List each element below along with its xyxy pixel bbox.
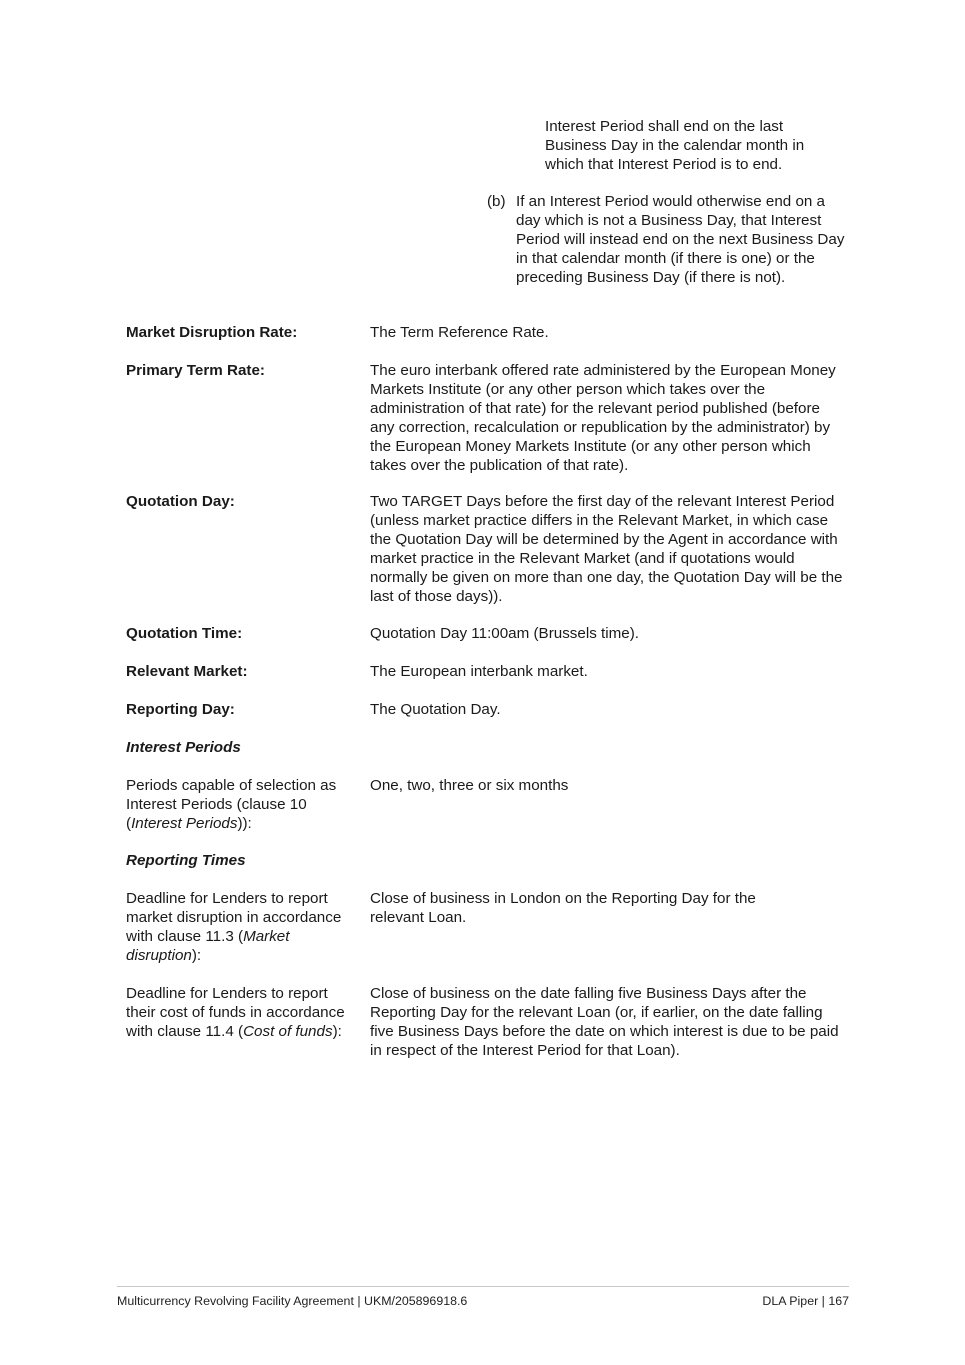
- definition-row-market-disruption-rate: [126, 324, 851, 343]
- definition-term: [126, 890, 358, 966]
- definition-row-cost-of-funds-deadline: [126, 985, 851, 1061]
- term-text: Deadline for Lenders to report market disruption in accordance with clause 11.3 (: [126, 890, 342, 945]
- definition-term: [126, 985, 358, 1061]
- definition-row-market-disruption-deadline: [126, 890, 851, 966]
- definition-term: Quotation Day:: [126, 493, 235, 510]
- section-heading-reporting-times: Reporting Times: [126, 852, 246, 869]
- footer-page-number: DLA Piper | 167: [762, 1294, 849, 1308]
- definition-row-quotation-time: [126, 625, 851, 644]
- definition-term: [126, 777, 362, 834]
- definition-text: The Quotation Day.: [370, 701, 501, 718]
- term-suffix: ):: [332, 1022, 342, 1040]
- footer-document-reference: Multicurrency Revolving Facility Agreement | UKM/205896918.6: [117, 1294, 468, 1308]
- term-suffix: )):: [237, 814, 252, 832]
- sub-clause-text: If an Interest Period would otherwise end on a day which is not a Business Day, that Interest Period will instead end on the next Business Day in that calendar month (if there is one) or the preceding Business Day (if there is not).: [516, 193, 845, 286]
- term-text: Periods capable of selection as Interest Periods (clause 10 (: [126, 777, 337, 832]
- definition-term: Relevant Market:: [126, 663, 248, 680]
- sub-clause-b: [487, 193, 847, 288]
- term-italic-text: Interest Periods: [131, 814, 238, 832]
- definition-text: The euro interbank offered rate administered by the European Money Markets Institute (or any other person which takes over the administration of that rate) for the relevant period published (before any correction, recalculation or republication by the administrator) by the European Money Markets Institute (or any other person which takes over the publication of that rate).: [370, 362, 836, 474]
- definition-row-quotation-day: [126, 493, 851, 606]
- definition-row-relevant-market: [126, 663, 851, 682]
- definition-text: Close of business in London on the Reporting Day for the relevant Loan.: [370, 890, 756, 926]
- definition-term: Market Disruption Rate:: [126, 324, 298, 341]
- definition-row-reporting-day: [126, 701, 851, 720]
- definition-term: Reporting Day:: [126, 701, 235, 718]
- definition-row-primary-term-rate: [126, 362, 851, 475]
- term-italic-text: Market disruption: [126, 927, 290, 964]
- section-heading-interest-periods: Interest Periods: [126, 739, 241, 756]
- continuation-paragraph: [545, 118, 845, 175]
- definition-text: Close of business on the date falling five Business Days after the Reporting Day for the relevant Loan (or, if earlier, on the date falling five Business Days before the date on which interest is due to be paid in respect of the Interest Period for that Loan).: [370, 985, 839, 1059]
- definition-text: One, two, three or six months: [370, 777, 569, 794]
- definition-text: Quotation Day 11:00am (Brussels time).: [370, 625, 639, 642]
- footer-divider: [117, 1286, 849, 1287]
- definition-term: Primary Term Rate:: [126, 362, 265, 379]
- definition-text: The European interbank market.: [370, 663, 588, 680]
- sub-clause-label: (b): [487, 193, 506, 210]
- definition-row-interest-periods: [126, 777, 851, 834]
- term-text: Deadline for Lenders to report their cost of funds in accordance with clause 11.4 (: [126, 985, 345, 1040]
- definition-text: The Term Reference Rate.: [370, 324, 549, 341]
- definition-text: Two TARGET Days before the first day of the relevant Interest Period (unless market practice differs in the Relevant Market, in which case the Quotation Day will be determined by the Agent in accordance with market practice in the Relevant Market (and if quotations would normally be given on more than one day, the Quotation Day will be the last of those days)).: [370, 493, 843, 605]
- definition-term: Quotation Time:: [126, 625, 243, 642]
- term-suffix: ):: [191, 946, 202, 964]
- continuation-text: Interest Period shall end on the last Business Day in the calendar month in which that Interest Period is to end.: [545, 118, 805, 173]
- term-italic-text: Cost of funds: [243, 1022, 333, 1040]
